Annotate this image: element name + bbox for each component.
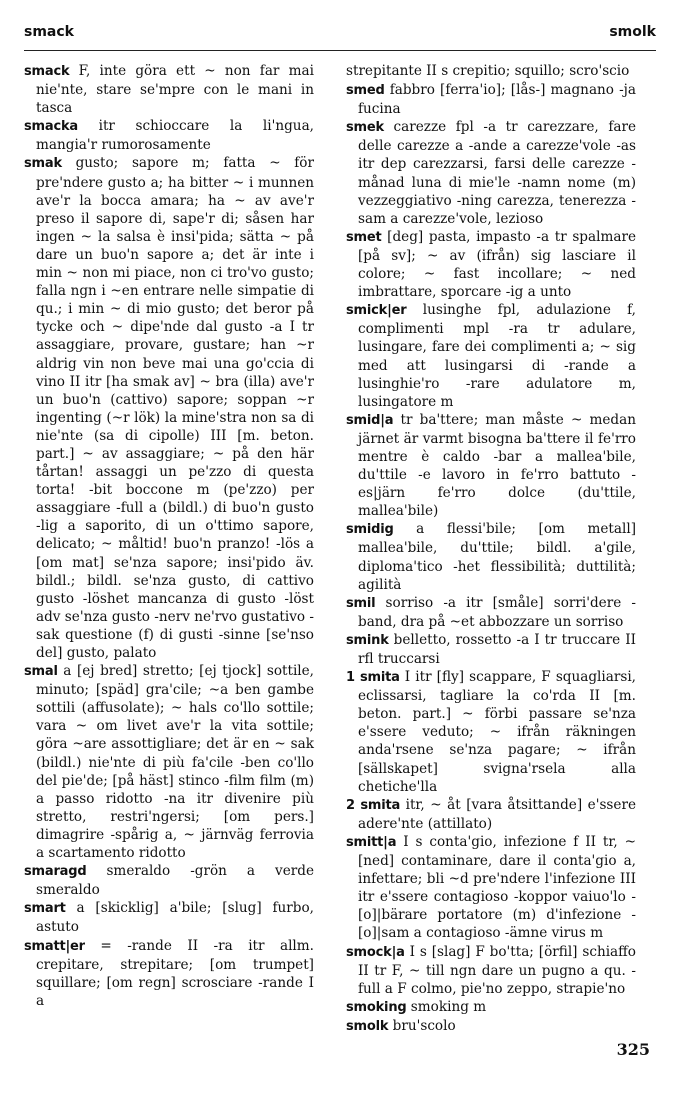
headword: smacka (24, 119, 78, 135)
definition: itr schioccare la li'ngua, mangia'r rumorosamente (36, 118, 314, 154)
dictionary-entry (346, 228, 636, 301)
headword: smed (346, 83, 385, 99)
definition: fabbro [ferra'io]; [lås-] magnano -ja fucina (358, 82, 636, 118)
page-number: 325 (616, 1040, 650, 1059)
dictionary-entry (346, 520, 636, 593)
definition: gusto; sapore m; fatta ~ för pre'ndere gusto a; ha bitter ~ i munnen ave'r la bocca amara; ha ~ av ave'r preso il sapore di, sape'r di; såsen har ingen ~ la salsa è insi'pida; sätta ~ på dare un buo'n sapore a; det är inte i min ~ non mi piace, non ci tro'vo gusto; falla ngn i ~en entrare nelle simpatie di qu.; i min ~ di mio gusto; det beror på tycke och ~ dipe'nde dal gusto -a I tr assaggiare, provare, gustare; han ~r aldrig vin non beve mai una go'ccia di vino II itr [ha smak av] ~ bra (illa) ave'r un buo'n (cattivo) sapore; soppan ~r ingenting (~r lök) la mine'stra non sa di nie'nte (sa di cipolle) III [m. beton. part.] ~ av assaggiare; ~ på den här tårtan! assaggi un pe'zzo di questa torta! -bit boccone m (pe'zzo) per assaggiare -full a (bildl.) di buo'n gusto -lig a saporito, di un o'ttimo sapore, delicato; ~ måltid! buo'n pranzo! -lös a [om mat] se'nza sapore; insi'pido äv. bildl.; bildl. se'nza gusto, di cattivo gusto -löshet mancanza di gusto -löst adv se'nza gusto -nerv ne'rvo gustativo -sak questione (f) di gusti -sinne [se'nso del] gusto, palato (36, 155, 315, 661)
definition: tr ba'ttere; man måste ~ medan järnet är varmt bisogna ba'ttere il fe'rro mentre è caldo -bar a mallea'bile, du'ttile -e lavoro in fe'rro battuto -es|järn fe'rro dolce (du'ttile, mallea'bile) (358, 411, 636, 520)
headword: smart (24, 901, 66, 917)
right-column (346, 62, 636, 1036)
definition: = -rande II -ra itr allm. crepitare, strepitare; [om trumpet] squillare; [om regn] scrosciare -rande I a (36, 937, 314, 1009)
headword: smink (346, 632, 389, 648)
definition: strepitante II s crepitio; squillo; scro'scio (346, 63, 630, 79)
definition: a [ej bred] stretto; [ej tjock] sottile, minuto; [späd] gra'cile; ~a ben gambe sottili (affusolate); ~ hals co'llo sottile; vara ~ om livet ave'r la vita sottile; göra ~are assottigliare; det är en ~ sak (bildl.) nie'nte di più fa'cile -ben co'llo del pie'de; [på häst] stinco -film film (m) a passo ridotto -na itr divenire più stretto, restri'ngersi; [om pers.] dimagrire -spårig a, ~ järnväg ferrovia a scartamento ridotto (36, 663, 314, 862)
dictionary-entry-continuation (346, 62, 636, 81)
dictionary-entry (24, 899, 314, 936)
headword: smek (346, 120, 384, 136)
headword: smoking (346, 999, 407, 1015)
definition: I s conta'gio, infezione f II tr, ~ [ned] contaminare, dare il conta'gio a, infettare; bli ~d pre'ndere l'infezione III itr e'ssere contagioso -koppor vaiuo'lo -[o]|bärare portatore (m) d'infezione -[o]|sam a contagioso -ämne virus m (358, 833, 636, 942)
definition: sorriso -a itr [småle] sorri'dere -band, dra på ~et abbozzare un sorriso (358, 594, 636, 630)
headword: smid|a (346, 412, 394, 428)
headword: smet (346, 229, 382, 245)
guide-word-right: smolk (609, 24, 656, 40)
definition: belletto, rossetto -a I tr truccare II rfl truccarsi (358, 631, 636, 667)
headword: smock|a (346, 944, 405, 960)
dictionary-entry (24, 154, 314, 662)
headword: smal (24, 664, 58, 680)
dictionary-entry (346, 594, 636, 631)
dictionary-entry (346, 668, 636, 796)
dictionary-entry (346, 833, 636, 943)
headword: smil (346, 595, 376, 611)
headword: 1 smita (346, 670, 400, 686)
dictionary-entry (346, 1017, 636, 1036)
dictionary-entry (346, 81, 636, 118)
dictionary-entry (24, 937, 314, 1010)
headword: smidig (346, 522, 394, 538)
definition: I s [slag] F bo'tta; [örfil] schiaffo II tr F, ~ till ngn dare un pugno a qu. -full a F colmo, pie'no zeppo, strapie'no (358, 943, 636, 997)
definition: [deg] pasta, impasto -a tr spalmare [på sv]; ~ av (ifrån) sig lasciare il colore; ~ fast incollare; ~ ned imbrattare, sporcare -ig a unto (358, 228, 636, 301)
dictionary-entry (346, 796, 636, 833)
dictionary-entry (24, 662, 314, 862)
dictionary-entry (24, 117, 314, 154)
headword: smick|er (346, 303, 407, 319)
dictionary-entry (346, 998, 636, 1017)
headword: smatt|er (24, 938, 85, 954)
header-rule (24, 50, 656, 51)
guide-word-left: smack (24, 24, 74, 40)
definition: smoking m (406, 998, 487, 1015)
dictionary-entry (346, 301, 636, 411)
dictionary-entry (346, 118, 636, 228)
definition: a flessi'bile; [om metall] mallea'bile, du'ttile; bildl. a'gile, diploma'tico -het flessibilità; duttilità; agilità (358, 521, 636, 593)
page-header (24, 24, 656, 46)
definition: F, inte göra ett ~ non far mai nie'nte, stare se'mpre con le mani in tasca (36, 63, 314, 117)
definition: smeraldo -grön a verde smeraldo (36, 863, 314, 899)
definition: lusinghe fpl, adulazione f, complimenti mpl -ra tr adulare, lusingare, fare dei complimenti a; ~ sig med att lusingarsi di -rande a lusinghie'ro -rare adulatore m, lusingatore m (358, 302, 636, 410)
headword: smak (24, 156, 62, 172)
headword: 2 smita (346, 797, 401, 813)
dictionary-entry (24, 862, 314, 899)
headword: smolk (346, 1018, 389, 1034)
definition: a [skicklig] a'bile; [slug] furbo, astuto (36, 900, 314, 936)
definition: carezze fpl -a tr carezzare, fare delle carezze a -ande a carezze'vole -as itr dep carezzarsi, farsi delle carezze -månad luna di mie'le -namn nome (m) vezzeggiativo -ning carezza, tenerezza -sam a carezze'vole, lezioso (358, 119, 636, 227)
headword: smack (24, 64, 70, 79)
dictionary-entry (346, 943, 636, 998)
dictionary-entry (346, 631, 636, 668)
definition: I itr [fly] scappare, F squagliarsi, eclissarsi, tagliare la co'rda II [m. beton. part.] ~ förbi passare se'nza e'ssere veduto; ~ ifrån räkningen anda'rsene se'nza pagare; ~ ifrån [sällskapet] svigna'rsela alla chetiche'lla (358, 669, 636, 795)
definition: itr, ~ åt [vara åtsittande] e'ssere adere'nte (attillato) (358, 796, 636, 832)
headword: smaragd (24, 864, 87, 880)
dictionary-entry (24, 62, 314, 117)
definition: bru'scolo (388, 1017, 456, 1034)
dictionary-entry (346, 411, 636, 521)
headword: smitt|a (346, 834, 397, 850)
left-column (24, 62, 314, 1010)
